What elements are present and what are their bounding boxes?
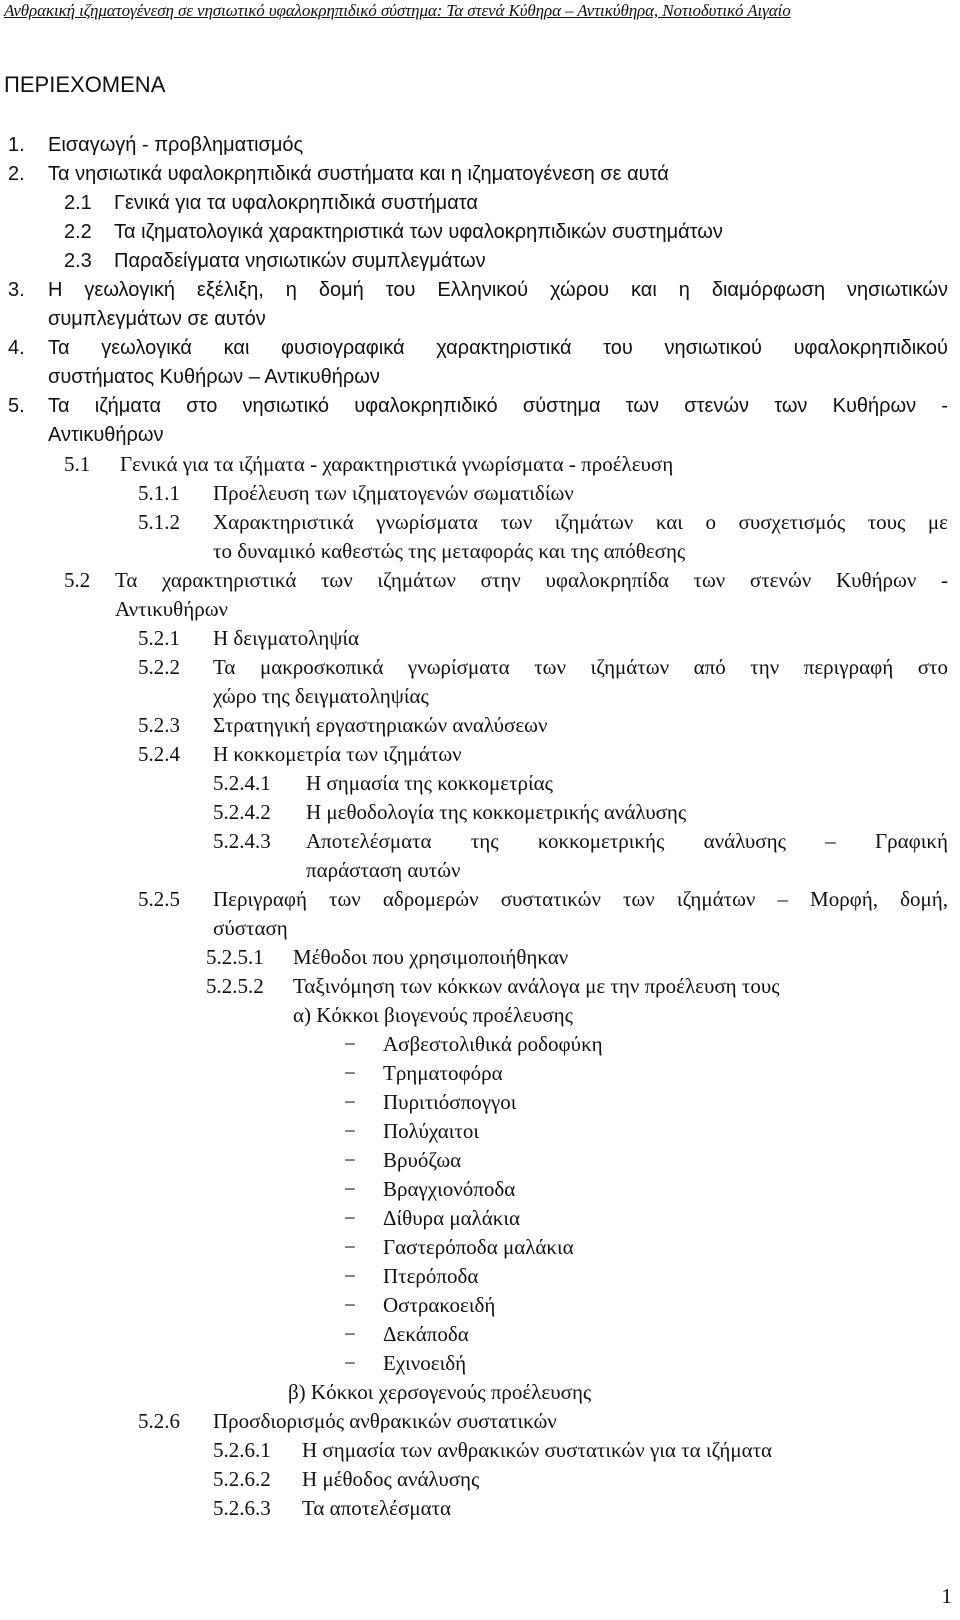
toc-number: 5.2.5.2 [206,974,264,998]
toc-number: 2.1 [64,192,92,214]
toc-number: 1. [8,134,25,156]
toc-text: Ασβεστολιθικά ροδοφύκη [383,1032,603,1056]
toc-text: Γαστερόποδα μαλάκια [383,1235,574,1259]
toc-entry [0,247,960,275]
toc-entry [0,653,960,681]
toc-text: Τα μακροσκοπικά γνωρίσματα των ιζημάτων από την περιγραφή στο [213,655,948,679]
toc-entry [0,566,960,594]
toc-text: Μέθοδοι που χρησιμοποιήθηκαν [293,945,569,969]
toc-entry [0,711,960,739]
toc-list-item [0,1146,960,1174]
toc-entry [0,769,960,797]
toc-entry-continuation [0,914,960,942]
toc-number: 5.2.4 [138,742,180,766]
toc-text: Αντικυθήρων [115,597,229,621]
toc-number: 5. [8,395,25,417]
toc-entry [0,450,960,478]
toc-entry [0,1001,960,1029]
toc-list-item [0,1059,960,1087]
toc-list-item [0,1262,960,1290]
toc-entry-continuation [0,682,960,710]
toc-entry [0,1465,960,1493]
toc-text: Η μέθοδος ανάλυσης [302,1467,480,1491]
dash-bullet: − [344,1177,356,1201]
toc-number: 5.1 [64,452,91,476]
toc-text: Τα νησιωτικά υφαλοκρηπιδικά συστήματα και η ιζηματογένεση σε αυτά [48,163,669,185]
toc-number: 5.2.5.1 [206,945,264,969]
toc-text: Αποτελέσματα της κοκκομετρικής ανάλυσης – Γραφική [306,829,948,853]
toc-entry [0,479,960,507]
toc-text: Προέλευση των ιζηματογενών σωματιδίων [213,481,574,505]
toc-text: Τα ιζήματα στο νησιωτικό υφαλοκρηπιδικό σύστημα των στενών των Κυθήρων - [48,395,948,417]
toc-number: 5.2.6.1 [213,1438,271,1462]
toc-text: Περιγραφή των αδρομερών συστατικών των ιζημάτων – Μορφή, δομή, [213,887,948,911]
toc-text: συστήματος Κυθήρων – Αντικυθήρων [48,366,380,388]
toc-text: Τα γεωλογικά και φυσιογραφικά χαρακτηριστικά του νησιωτικού υφαλοκρηπιδικού [48,337,948,359]
toc-entry [0,885,960,913]
toc-number: 5.2.1 [138,626,180,650]
toc-text: το δυναμικό καθεστώς της μεταφοράς και της απόθεσης [213,539,686,563]
toc-text: χώρο της δειγματοληψίας [213,684,429,708]
toc-number: 5.2.4.2 [213,800,271,824]
toc-text: Η δειγματοληψία [213,626,360,650]
toc-number: 2.3 [64,250,92,272]
toc-entry [0,943,960,971]
toc-number: 5.1.1 [138,481,180,505]
toc-text: συμπλεγμάτων σε αυτόν [48,308,266,330]
toc-entry [0,131,960,159]
toc-entry-continuation [0,305,960,333]
toc-number: 5.2.6 [138,1409,180,1433]
toc-text: Βρυόζωα [383,1148,462,1172]
toc-entry [0,392,960,420]
toc-text: Τα αποτελέσματα [302,1496,452,1520]
toc-text: Η γεωλογική εξέλιξη, η δομή του Ελληνικού χώρου και η διαμόρφωση νησιωτικών [48,279,948,301]
toc-entry [0,1378,960,1406]
toc-list-item [0,1320,960,1348]
toc-number: 2. [8,163,25,185]
toc-entry [0,508,960,536]
toc-list-item [0,1233,960,1261]
toc-entry [0,972,960,1000]
toc-list-item [0,1349,960,1377]
toc-text: παράσταση αυτών [306,858,461,882]
toc-number: 5.2.4.1 [213,771,271,795]
toc-number: 5.2.2 [138,655,180,679]
toc-list-item [0,1088,960,1116]
dash-bullet: − [344,1032,356,1056]
toc-text: Βραγχιονόποδα [383,1177,516,1201]
toc-list-item [0,1175,960,1203]
toc-text: Η σημασία της κοκκομετρίας [306,771,553,795]
toc-number: 4. [8,337,25,359]
toc-entry [0,740,960,768]
dash-bullet: − [344,1090,356,1114]
toc-entry [0,798,960,826]
running-header: Ανθρακική ιζηματογένεση σε νησιωτικό υφαλοκρηπιδικό σύστημα: Τα στενά Κύθηρα – Αντικύθηρα, Νοτιοδυτικό Αιγαίο [4,1,791,20]
toc-text: σύσταση [213,916,288,940]
toc-list-item [0,1204,960,1232]
toc-number: 5.2.3 [138,713,180,737]
toc-text: Τα χαρακτηριστικά των ιζημάτων στην υφαλοκρηπίδα των στενών Κυθήρων - [115,568,948,592]
toc-list-item [0,1117,960,1145]
toc-number: 5.2.5 [138,887,180,911]
dash-bullet: − [344,1235,356,1259]
toc-text: Η κοκκομετρία των ιζημάτων [213,742,462,766]
toc-entry-continuation [0,363,960,391]
toc-text: Εισαγωγή - προβληματισμός [48,134,304,156]
toc-entry [0,1494,960,1522]
toc-text: Προσδιορισμός ανθρακικών συστατικών [213,1409,557,1433]
toc-text: Γενικά για τα ιζήματα - χαρακτηριστικά γνωρίσματα - προέλευση [120,452,674,476]
toc-text: Η μεθοδολογία της κοκκομετρικής ανάλυσης [306,800,687,824]
toc-text: Γενικά για τα υφαλοκρηπιδικά συστήματα [114,192,478,214]
toc-text: Εχινοειδή [383,1351,467,1375]
toc-text: α) Κόκκοι βιογενούς προέλευσης [293,1003,573,1027]
toc-text: Οστρακοειδή [383,1293,496,1317]
toc-entry-continuation [0,421,960,449]
toc-text: Παραδείγματα νησιωτικών συμπλεγμάτων [114,250,486,272]
toc-text: β) Κόκκοι χερσογενούς προέλευσης [288,1380,592,1404]
toc-number: 5.2 [64,568,91,592]
toc-number: 5.1.2 [138,510,180,534]
toc-text: Στρατηγική εργαστηριακών αναλύσεων [213,713,548,737]
dash-bullet: − [344,1264,356,1288]
toc-entry-continuation [0,595,960,623]
dash-bullet: − [344,1119,356,1143]
toc-text: Πυριτιόσπογγοι [383,1090,517,1114]
dash-bullet: − [344,1206,356,1230]
toc-entry-continuation [0,856,960,884]
page-title: ΠΕΡΙΕΧΟΜΕΝΑ [4,72,166,97]
toc-text: Δεκάποδα [383,1322,469,1346]
toc-entry [0,1436,960,1464]
toc-text: Πολύχαιτοι [383,1119,479,1143]
toc-text: Δίθυρα μαλάκια [383,1206,521,1230]
toc-number: 2.2 [64,221,92,243]
toc-number: 5.2.6.3 [213,1496,271,1520]
toc-entry [0,1407,960,1435]
toc-list-item [0,1291,960,1319]
page-number: 1 [941,1584,952,1608]
toc-number: 3. [8,279,25,301]
toc-entry [0,218,960,246]
toc-entry [0,276,960,304]
toc-text: Αντικυθήρων [48,424,164,446]
toc-entry [0,827,960,855]
toc-text: Ταξινόμηση των κόκκων ανάλογα με την προέλευση τους [293,974,780,998]
toc-entry [0,189,960,217]
toc-entry [0,160,960,188]
toc-entry-continuation [0,537,960,565]
toc-text: Τα ιζηματολογικά χαρακτηριστικά των υφαλοκρηπιδικών συστημάτων [114,221,723,243]
dash-bullet: − [344,1322,356,1346]
toc-entry [0,624,960,652]
toc-text: Η σημασία των ανθρακικών συστατικών για τα ιζήματα [302,1438,773,1462]
dash-bullet: − [344,1293,356,1317]
toc-text: Χαρακτηριστικά γνωρίσματα των ιζημάτων και ο συσχετισμός τους με [213,510,948,534]
toc-text: Τρηματοφόρα [383,1061,503,1085]
toc-number: 5.2.4.3 [213,829,271,853]
dash-bullet: − [344,1351,356,1375]
toc-text: Πτερόποδα [383,1264,479,1288]
toc-entry [0,334,960,362]
toc-list-item [0,1030,960,1058]
dash-bullet: − [344,1148,356,1172]
toc-number: 5.2.6.2 [213,1467,271,1491]
dash-bullet: − [344,1061,356,1085]
